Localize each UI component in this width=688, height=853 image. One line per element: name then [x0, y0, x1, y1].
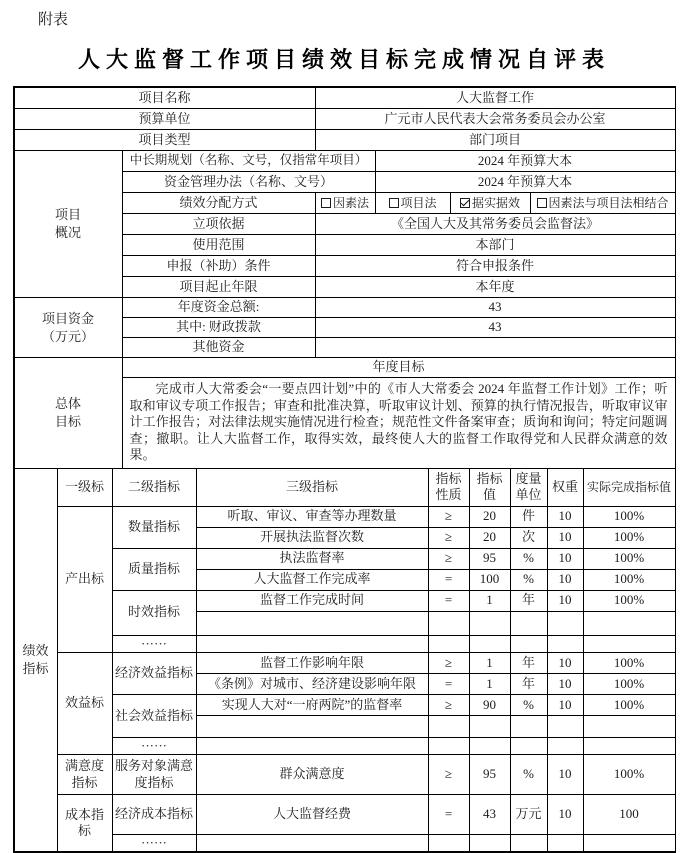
column-header: 指标性质 — [428, 468, 469, 506]
indicator-actual: 100% — [583, 527, 675, 548]
indicator-actual: 100% — [583, 569, 675, 590]
level2-indicator: 数量指标 — [112, 506, 196, 548]
page-title: 人大监督工作项目绩效目标完成情况自评表 — [77, 47, 610, 72]
indicator-value: 20 — [469, 506, 510, 527]
row-label: 立项依据 — [122, 214, 315, 235]
level2-indicator: 服务对象满意度指标 — [112, 755, 196, 795]
checkbox-option — [375, 193, 450, 214]
empty-cell — [583, 835, 675, 852]
group-label-text: 总体目标 — [54, 396, 81, 429]
indicator-weight: 10 — [547, 569, 583, 590]
indicator-name: 《条例》对城市、经济建设影响年限 — [196, 673, 428, 694]
indicator-name: 人大监督工作完成率 — [196, 569, 428, 590]
indicator-actual: 100 — [583, 795, 675, 835]
group-label-overall-goal — [14, 358, 122, 469]
indicator-nature: ≥ — [428, 755, 469, 795]
project-info-table — [14, 87, 676, 358]
row-value: 人大监督工作 — [315, 88, 675, 109]
level2-indicator: 时效指标 — [112, 590, 196, 635]
self-evaluation-form — [13, 86, 676, 853]
level2-indicator: 社会效益指标 — [112, 694, 196, 737]
indicator-weight: 10 — [547, 755, 583, 795]
row-value — [315, 338, 675, 358]
page-tag: 附表 — [38, 12, 69, 28]
indicator-unit: % — [510, 755, 547, 795]
empty-cell — [583, 737, 675, 754]
indicator-nature: = — [428, 673, 469, 694]
level1-indicator: 成本指标 — [57, 795, 112, 852]
indicator-nature: = — [428, 590, 469, 611]
empty-cell — [547, 715, 583, 737]
row-label: 项目名称 — [14, 88, 315, 109]
empty-cell — [196, 635, 428, 652]
indicator-unit: % — [510, 694, 547, 715]
indicator-weight: 10 — [547, 548, 583, 569]
indicator-nature: ≥ — [428, 652, 469, 673]
empty-cell — [428, 715, 469, 737]
indicator-weight: 10 — [547, 506, 583, 527]
row-value: 广元市人民代表大会常务委员会办公室 — [315, 109, 675, 130]
indicator-value: 20 — [469, 527, 510, 548]
empty-cell — [583, 635, 675, 652]
empty-cell — [510, 737, 547, 754]
empty-cell — [547, 835, 583, 852]
indicator-actual: 100% — [583, 652, 675, 673]
indicator-unit: % — [510, 569, 547, 590]
annual-goal-header: 年度目标 — [122, 358, 675, 378]
indicator-weight: 10 — [547, 652, 583, 673]
checkbox-label: 因素法 — [333, 195, 370, 210]
overall-goal-table — [14, 357, 676, 469]
empty-cell — [428, 611, 469, 635]
empty-cell — [547, 611, 583, 635]
indicator-name: 群众满意度 — [196, 755, 428, 795]
indicator-nature: ≥ — [428, 548, 469, 569]
indicator-name: 人大监督经费 — [196, 795, 428, 835]
indicator-weight: 10 — [547, 527, 583, 548]
indicator-actual: 100% — [583, 673, 675, 694]
row-label: 项目类型 — [14, 130, 315, 151]
indicator-actual: 100% — [583, 590, 675, 611]
empty-cell — [583, 611, 675, 635]
column-header: 三级指标 — [196, 468, 428, 506]
indicator-value: 95 — [469, 548, 510, 569]
indicator-name: 实现人大对“一府两院”的监督率 — [196, 694, 428, 715]
empty-cell — [428, 835, 469, 852]
indicator-weight: 10 — [547, 795, 583, 835]
empty-cell — [196, 737, 428, 754]
indicator-actual: 100% — [583, 506, 675, 527]
indicator-actual: 100% — [583, 755, 675, 795]
indicator-unit: 年 — [510, 652, 547, 673]
empty-cell — [428, 737, 469, 754]
empty-cell — [510, 635, 547, 652]
checkbox-option — [315, 193, 375, 214]
row-value: 2024 年预算大本 — [375, 151, 675, 172]
row-value: 本年度 — [315, 277, 675, 298]
indicator-weight: 10 — [547, 590, 583, 611]
indicator-name: 听取、审议、审查等办理数量 — [196, 506, 428, 527]
column-header: 一级标 — [57, 468, 112, 506]
empty-cell — [428, 635, 469, 652]
indicator-value: 90 — [469, 694, 510, 715]
row-label: 预算单位 — [14, 109, 315, 130]
empty-cell — [547, 635, 583, 652]
ellipsis-cell: ······ — [112, 635, 196, 652]
indicator-name: 执法监督率 — [196, 548, 428, 569]
group-label-text: 项目资金（万元） — [41, 310, 94, 344]
checkbox-icon — [537, 198, 547, 208]
checkbox-icon — [389, 198, 399, 208]
indicator-unit: 年 — [510, 673, 547, 694]
indicator-actual: 100% — [583, 548, 675, 569]
indicator-name: 监督工作影响年限 — [196, 652, 428, 673]
row-label: 中长期规划（名称、文号，仅指常年项目） — [122, 151, 375, 172]
indicator-unit: % — [510, 548, 547, 569]
empty-cell — [547, 737, 583, 754]
group-label-performance-indicators — [14, 468, 57, 852]
annual-goal-text: 完成市人大常委会“一要点四计划”中的《市人大常委会 2024 年监督工作计划》工作；听取和审议专项工作报告；审查和批准决算，听取审议计划、预算的执行情况报告，听取审议审计工作报告；对法律法规实施情况进行检查；规范性文件备案审查；质询和询问；特定问题调查；撤职。让人大监督工作，取得实效，最终使人大的监督工作取得党和人民群众满意的效果。 — [122, 378, 675, 469]
indicator-nature: = — [428, 795, 469, 835]
checkbox-label: 据实据效 — [472, 195, 521, 210]
indicator-value: 1 — [469, 673, 510, 694]
checkbox-label: 因素法与项目法相结合 — [548, 195, 669, 210]
empty-cell — [510, 835, 547, 852]
empty-cell — [469, 715, 510, 737]
row-label: 使用范围 — [122, 235, 315, 256]
level2-indicator: 经济效益指标 — [112, 652, 196, 694]
level2-indicator: 经济成本指标 — [112, 795, 196, 835]
column-header: 实际完成指标值 — [583, 468, 675, 506]
group-label-text: 绩效指标 — [22, 643, 49, 676]
checkbox-label: 项目法 — [400, 195, 437, 210]
column-header: 权重 — [547, 468, 583, 506]
empty-cell — [510, 715, 547, 737]
empty-cell — [469, 635, 510, 652]
indicator-value: 100 — [469, 569, 510, 590]
indicator-value: 1 — [469, 652, 510, 673]
row-label: 项目起止年限 — [122, 277, 315, 298]
checkbox-icon — [460, 198, 470, 208]
empty-cell — [510, 611, 547, 635]
level2-indicator: 质量指标 — [112, 548, 196, 590]
level1-indicator: 满意度指标 — [57, 755, 112, 795]
column-header: 度量单位 — [510, 468, 547, 506]
checkbox-option — [450, 193, 530, 214]
row-value: 43 — [315, 318, 675, 338]
empty-cell — [469, 611, 510, 635]
column-header: 指标值 — [469, 468, 510, 506]
level1-indicator: 效益标 — [57, 652, 112, 754]
indicator-weight: 10 — [547, 673, 583, 694]
indicator-name: 开展执法监督次数 — [196, 527, 428, 548]
indicator-value: 43 — [469, 795, 510, 835]
indicator-nature: = — [428, 569, 469, 590]
indicator-unit: 年 — [510, 590, 547, 611]
indicator-actual: 100% — [583, 694, 675, 715]
empty-cell — [469, 835, 510, 852]
indicator-weight: 10 — [547, 694, 583, 715]
ellipsis-cell: ······ — [112, 737, 196, 754]
indicator-unit: 次 — [510, 527, 547, 548]
checkbox-icon — [321, 198, 331, 208]
empty-cell — [583, 715, 675, 737]
row-label: 绩效分配方式 — [122, 193, 315, 214]
indicator-nature: ≥ — [428, 506, 469, 527]
row-value: 部门项目 — [315, 130, 675, 151]
group-label-project-profile — [14, 151, 122, 298]
column-header: 二级指标 — [112, 468, 196, 506]
row-value: 2024 年预算大本 — [375, 172, 675, 193]
indicator-nature: ≥ — [428, 694, 469, 715]
row-value: 43 — [315, 298, 675, 318]
row-value: 《全国人大及其常务委员会监督法》 — [315, 214, 675, 235]
empty-cell — [196, 715, 428, 737]
group-label-project-funding — [14, 298, 122, 358]
indicator-value: 95 — [469, 755, 510, 795]
indicator-unit: 件 — [510, 506, 547, 527]
empty-cell — [469, 737, 510, 754]
checkbox-option — [530, 193, 675, 214]
row-value: 符合申报条件 — [315, 256, 675, 277]
row-label: 资金管理办法（名称、文号） — [122, 172, 375, 193]
row-label: 年度资金总额: — [122, 298, 315, 318]
indicator-value: 1 — [469, 590, 510, 611]
empty-cell — [196, 835, 428, 852]
row-label: 其他资金 — [122, 338, 315, 358]
row-label: 申报（补助）条件 — [122, 256, 315, 277]
empty-cell — [196, 611, 428, 635]
indicator-unit: 万元 — [510, 795, 547, 835]
indicator-nature: ≥ — [428, 527, 469, 548]
indicator-name: 监督工作完成时间 — [196, 590, 428, 611]
level1-indicator: 产出标 — [57, 506, 112, 652]
ellipsis-cell: ······ — [112, 835, 196, 852]
row-label: 其中: 财政拨款 — [122, 318, 315, 338]
row-value: 本部门 — [315, 235, 675, 256]
group-label-text: 项目概况 — [54, 207, 81, 240]
indicators-table — [14, 468, 676, 853]
